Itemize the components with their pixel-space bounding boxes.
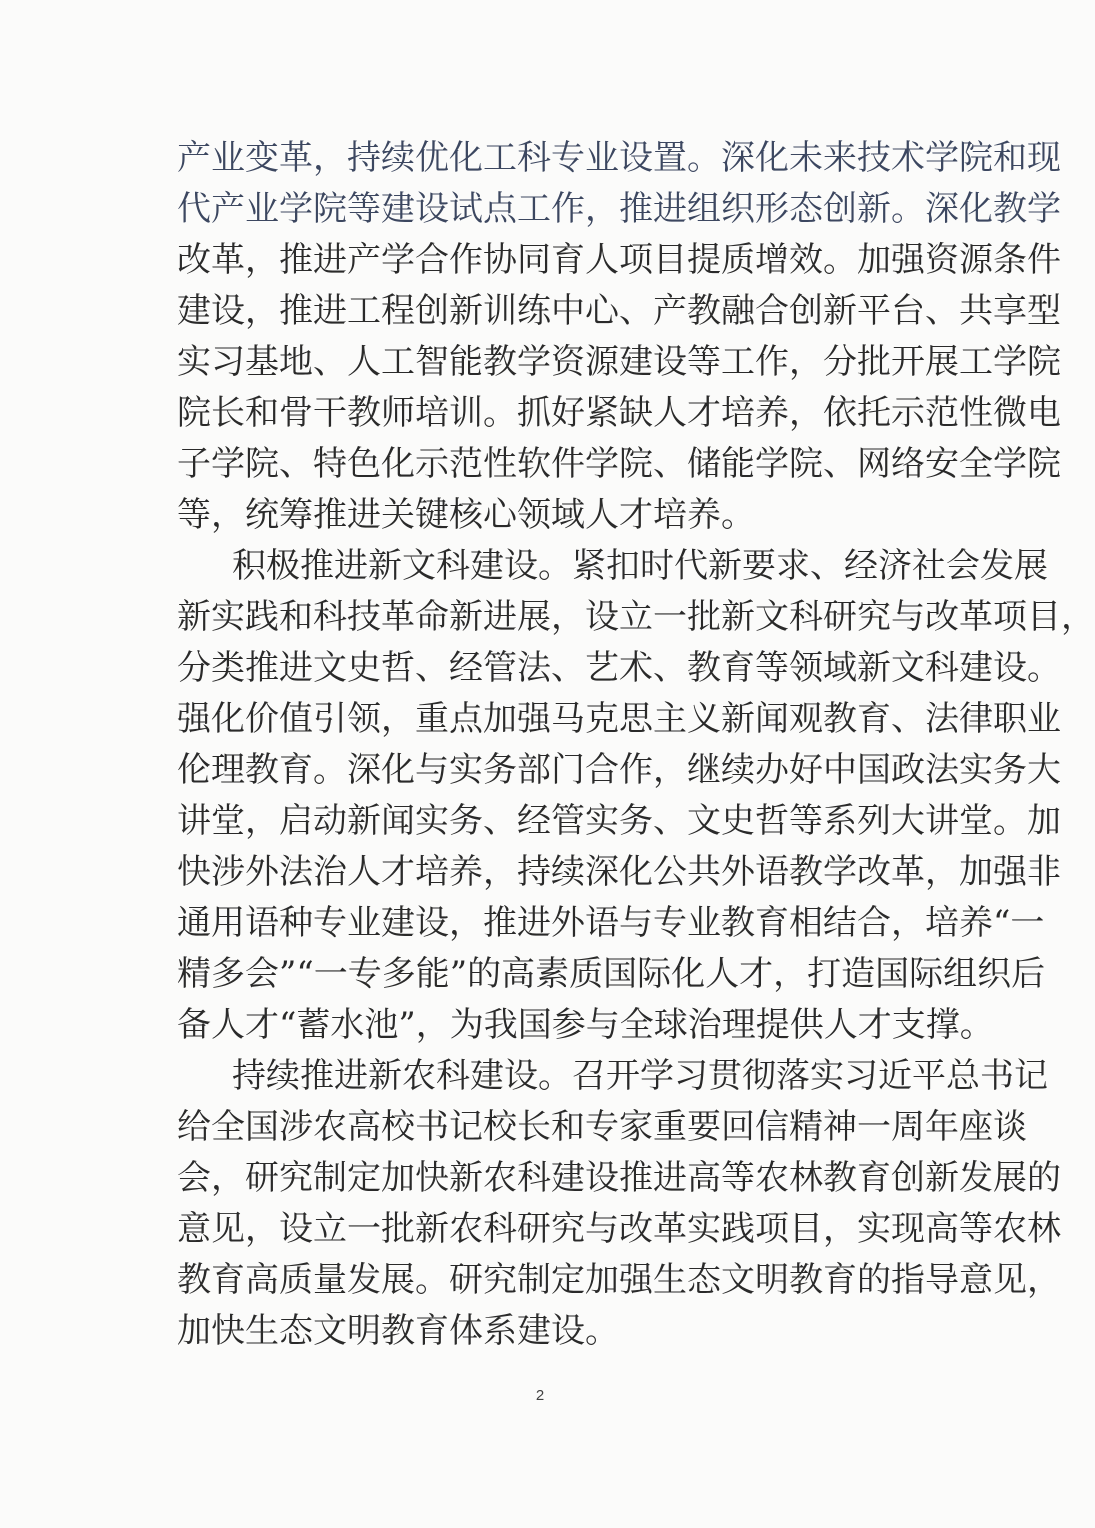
text-line: 新实践和科技革命新进展，设立一批新文科研究与改革项目， [177,597,1095,637]
text-line: 代产业学院等建设试点工作，推进组织形态创新。深化教学 [177,189,1061,229]
text-line: 通用语种专业建设，推进外语与专业教育相结合，培养“一 [177,903,1045,943]
paragraph-first-line: 积极推进新文科建设。紧扣时代新要求、经济社会发展 [232,546,1048,586]
text-line: 给全国涉农高校书记校长和专家重要回信精神一周年座谈 [177,1107,1027,1147]
text-line: 产业变革，持续优化工科专业设置。深化未来技术学院和现 [177,138,1061,178]
text-line: 强化价值引领，重点加强马克思主义新闻观教育、法律职业 [177,699,1061,739]
text-line: 改革，推进产学合作协同育人项目提质增效。加强资源条件 [177,240,1061,280]
text-line: 子学院、特色化示范性软件学院、储能学院、网络安全学院 [177,444,1061,484]
text-line: 建设，推进工程创新训练中心、产教融合创新平台、共享型 [177,291,1061,331]
text-line: 等，统筹推进关键核心领域人才培养。 [177,495,755,535]
text-line: 意见，设立一批新农科研究与改革实践项目，实现高等农林 [177,1209,1061,1249]
text-line: 实习基地、人工智能教学资源建设等工作，分批开展工学院 [177,342,1061,382]
text-line: 分类推进文史哲、经管法、艺术、教育等领域新文科建设。 [177,648,1061,688]
text-line: 备人才“蓄水池”，为我国参与全球治理提供人才支撑。 [177,1005,994,1045]
paragraph-first-line: 持续推进新农科建设。召开学习贯彻落实习近平总书记 [232,1056,1048,1096]
text-line: 讲堂，启动新闻实务、经管实务、文史哲等系列大讲堂。加 [177,801,1061,841]
text-line: 教育高质量发展。研究制定加强生态文明教育的指导意见， [177,1260,1061,1300]
text-line: 院长和骨干教师培训。抓好紧缺人才培养，依托示范性微电 [177,393,1061,433]
text-line: 会，研究制定加快新农科建设推进高等农林教育创新发展的 [177,1158,1061,1198]
text-line: 加快生态文明教育体系建设。 [177,1311,619,1351]
text-line: 伦理教育。深化与实务部门合作，继续办好中国政法实务大 [177,750,1061,790]
page-number: 2 [535,1387,545,1404]
text-line: 快涉外法治人才培养，持续深化公共外语教学改革，加强非 [177,852,1061,892]
text-line: 精多会”“一专多能”的高素质国际化人才，打造国际组织后 [177,954,1046,994]
